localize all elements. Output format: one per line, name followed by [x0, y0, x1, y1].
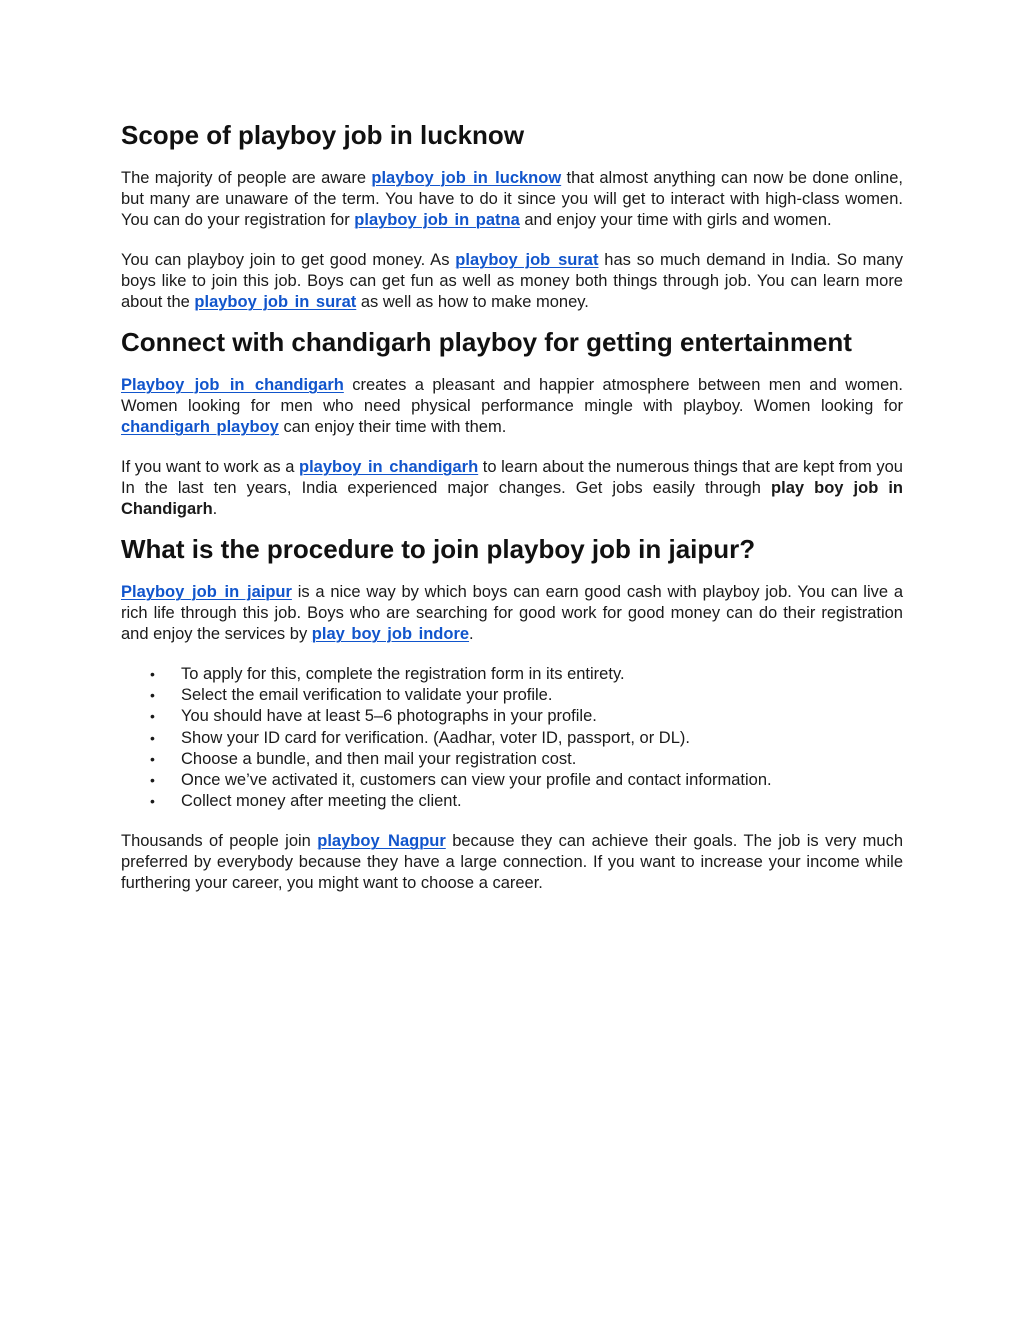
paragraph-chandigarh-work — [121, 457, 903, 520]
list-item — [121, 706, 903, 727]
text: . — [469, 625, 474, 643]
text: to learn about the numerous things that are kept from you In the last ten years, India experienced major changes. Get jobs easily through — [121, 458, 903, 497]
link-chandigarh-playboy[interactable]: chandigarh playboy — [121, 418, 279, 436]
document-page — [121, 118, 903, 913]
text: creates a pleasant and happier atmosphere between men and women. Women looking for men who need physical performance mingle with playboy. Women looking for — [121, 376, 903, 415]
paragraph-lucknow-intro — [121, 168, 903, 231]
text: and enjoy your time with girls and women. — [519, 211, 832, 229]
link-play-boy-job-indore[interactable]: play boy job indore — [311, 625, 470, 643]
text: as well as how to make money. — [356, 293, 589, 311]
link-playboy-in-chandigarh[interactable]: playboy in chandigarh — [299, 458, 479, 476]
list-item-text: Collect money after meeting the client. — [181, 792, 462, 811]
paragraph-chandigarh-intro — [121, 375, 903, 438]
text: . — [212, 500, 218, 518]
bullet-icon: • — [150, 687, 155, 704]
link-playboy-nagpur[interactable]: playboy Nagpur — [317, 832, 446, 851]
text: You can playboy join to get good money. As — [121, 251, 456, 269]
text: is a nice way by which boys can earn good cash with playboy job. You can live a rich life through this job. Boys who are searching for good work for good money can do their registration and enjoy the services by — [121, 583, 904, 643]
link-playboy-job-in-surat[interactable]: playboy job in surat — [194, 293, 357, 311]
bullet-icon: • — [150, 666, 155, 682]
list-item — [121, 664, 903, 685]
heading-scope-lucknow: Scope of playboy job in lucknow — [121, 120, 525, 150]
bullet-icon: • — [150, 772, 155, 789]
bullet-icon: • — [150, 750, 155, 767]
text: because they can achieve their goals. The job is very much preferred by everybody because they have a large connection. If you want to increase your income while furthering your career, you might want to choose a career. — [121, 832, 904, 893]
list-item-text: To apply for this, complete the registration form in its entirety. — [181, 665, 625, 683]
link-playboy-job-surat[interactable]: playboy job surat — [455, 251, 599, 269]
bullet-icon: • — [150, 708, 155, 725]
list-item — [121, 749, 903, 770]
list-item — [121, 685, 903, 706]
bullet-icon: • — [150, 793, 155, 810]
heading-jaipur: What is the procedure to join playboy job in jaipur? — [121, 534, 756, 564]
text: The majority of people are aware — [121, 169, 372, 187]
bullet-icon: • — [150, 729, 155, 746]
text: has so much demand in India. So many boys like to join this job. Boys can get fun as well as money both things through job. You can learn more about the — [121, 251, 903, 311]
link-playboy-job-chandigarh[interactable]: Playboy job in chandigarh — [121, 376, 344, 394]
link-playboy-job-jaipur[interactable]: Playboy job in jaipur — [121, 583, 292, 601]
link-playboy-job-lucknow[interactable]: playboy job in lucknow — [371, 169, 562, 187]
text: Thousands of people join — [121, 832, 318, 851]
list-item-text: Select the email verification to validate your profile. — [181, 686, 553, 705]
text: can enjoy their time with them. — [278, 418, 507, 436]
bold-text: play boy job in Chandigarh — [121, 479, 904, 518]
list-item-text: You should have at least 5–6 photographs in your profile. — [181, 707, 597, 726]
paragraph-jaipur-intro — [121, 582, 903, 645]
list-item — [121, 728, 903, 749]
heading-chandigarh: Connect with chandigarh playboy for getting entertainment — [121, 327, 852, 357]
paragraph-nagpur — [121, 831, 903, 894]
link-playboy-job-patna[interactable]: playboy job in patna — [354, 211, 520, 229]
list-item-text: Show your ID card for verification. (Aadhar, voter ID, passport, or DL). — [181, 728, 690, 747]
list-item-text: Choose a bundle, and then mail your registration cost. — [181, 749, 577, 768]
list-item — [121, 770, 903, 791]
procedure-list — [121, 664, 903, 812]
text: that almost anything can now be done online, but many are unaware of the term. You have to do it since you will get to interact with high-class women. You can do your registration for — [121, 169, 903, 229]
text: If you want to work as a — [121, 458, 300, 476]
paragraph-surat — [121, 250, 903, 313]
list-item — [121, 791, 903, 812]
list-item-text: Once we’ve activated it, customers can view your profile and contact information. — [181, 771, 772, 790]
